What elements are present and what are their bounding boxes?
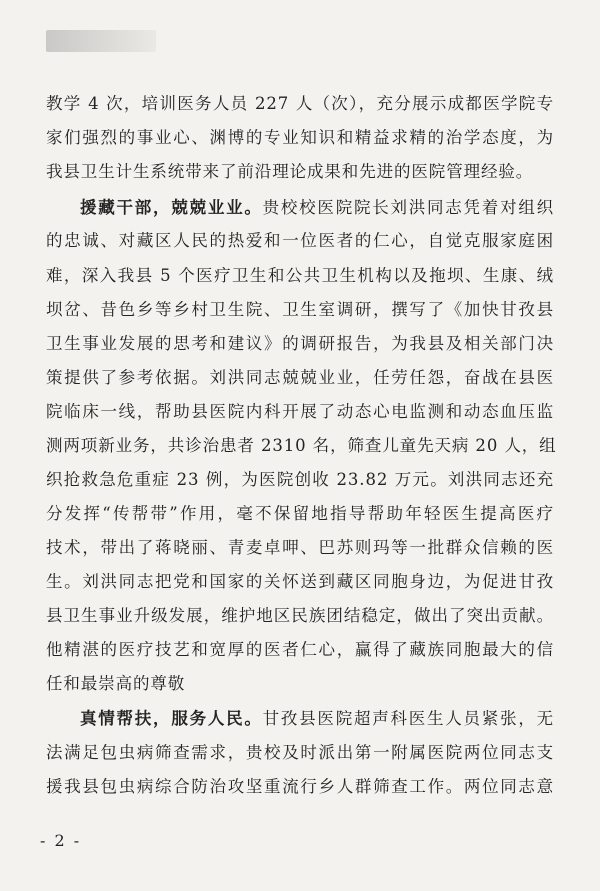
section-heading: 真情帮扶，服务人民。 xyxy=(80,709,263,728)
text-line: 分发挥“传帮带”作用，毫不保留地指导帮助年轻医生提高医疗 xyxy=(46,504,554,523)
page-number: - 2 - xyxy=(40,831,82,850)
text-line: 教学 4 次，培训医务人员 227 人（次），充分展示成都医学院专 xyxy=(46,94,554,113)
text-line: 难，深入我县 5 个医疗卫生和公共卫生机构以及拖坝、生康、绒 xyxy=(46,266,554,285)
text-line: 的忠诚、对藏区人民的热爱和一位医者的仁心，自觉克服家庭困 xyxy=(46,231,554,250)
text-line: 测两项新业务，共诊治患者 2310 名，筛查儿童先天病 20 人，组 xyxy=(46,436,557,455)
text-line: 院临床一线，帮助县医院内科开展了动态心电监测和动态血压监 xyxy=(46,402,554,421)
text-line: 策提供了参考依据。刘洪同志兢兢业业，任劳任怨，奋战在县医 xyxy=(46,368,554,387)
text-line: 织抢救急危重症 23 例，为医院创收 23.82 万元。刘洪同志还充 xyxy=(46,470,554,489)
text-line: 技术，带出了蒋晓丽、青麦卓呷、巴苏则玛等一批群众信赖的医 xyxy=(46,538,554,557)
text-line: 卫生事业发展的思考和建议》的调研报告，为我县及相关部门决 xyxy=(46,334,554,353)
text-line: 我县卫生计生系统带来了前沿理论成果和先进的医院管理经验。 xyxy=(46,162,534,181)
paragraph-1-first-line xyxy=(80,196,554,220)
text-line: 任和最崇高的尊敬 xyxy=(46,674,186,693)
text-line: 县卫生事业升级发展，维护地区民族团结稳定，做出了突出贡献。 xyxy=(46,606,554,625)
text-line: 生。刘洪同志把党和国家的关怀送到藏区同胞身边，为促进甘孜 xyxy=(46,572,554,591)
text-run: 甘孜县医院超声科医生人员紧张，无 xyxy=(262,709,554,728)
paragraph-2-first-line xyxy=(80,707,554,731)
text-line: 援我县包虫病综合防治攻坚重流行乡人群筛查工作。两位同志意 xyxy=(46,777,554,796)
text-line: 坝岔、昔色乡等乡村卫生院、卫生室调研，撰写了《加快甘孜县 xyxy=(46,300,554,319)
scan-smudge xyxy=(46,30,156,52)
section-heading: 援藏干部，兢兢业业。 xyxy=(80,198,263,217)
text-run: 贵校校医院院长刘洪同志凭着对组织 xyxy=(262,198,554,217)
text-line: 家们强烈的事业心、渊博的专业知识和精益求精的治学态度，为 xyxy=(46,128,554,147)
text-line: 他精湛的医疗技艺和宽厚的医者仁心，赢得了藏族同胞最大的信 xyxy=(46,640,554,659)
text-line: 法满足包虫病筛查需求，贵校及时派出第一附属医院两位同志支 xyxy=(46,743,554,762)
